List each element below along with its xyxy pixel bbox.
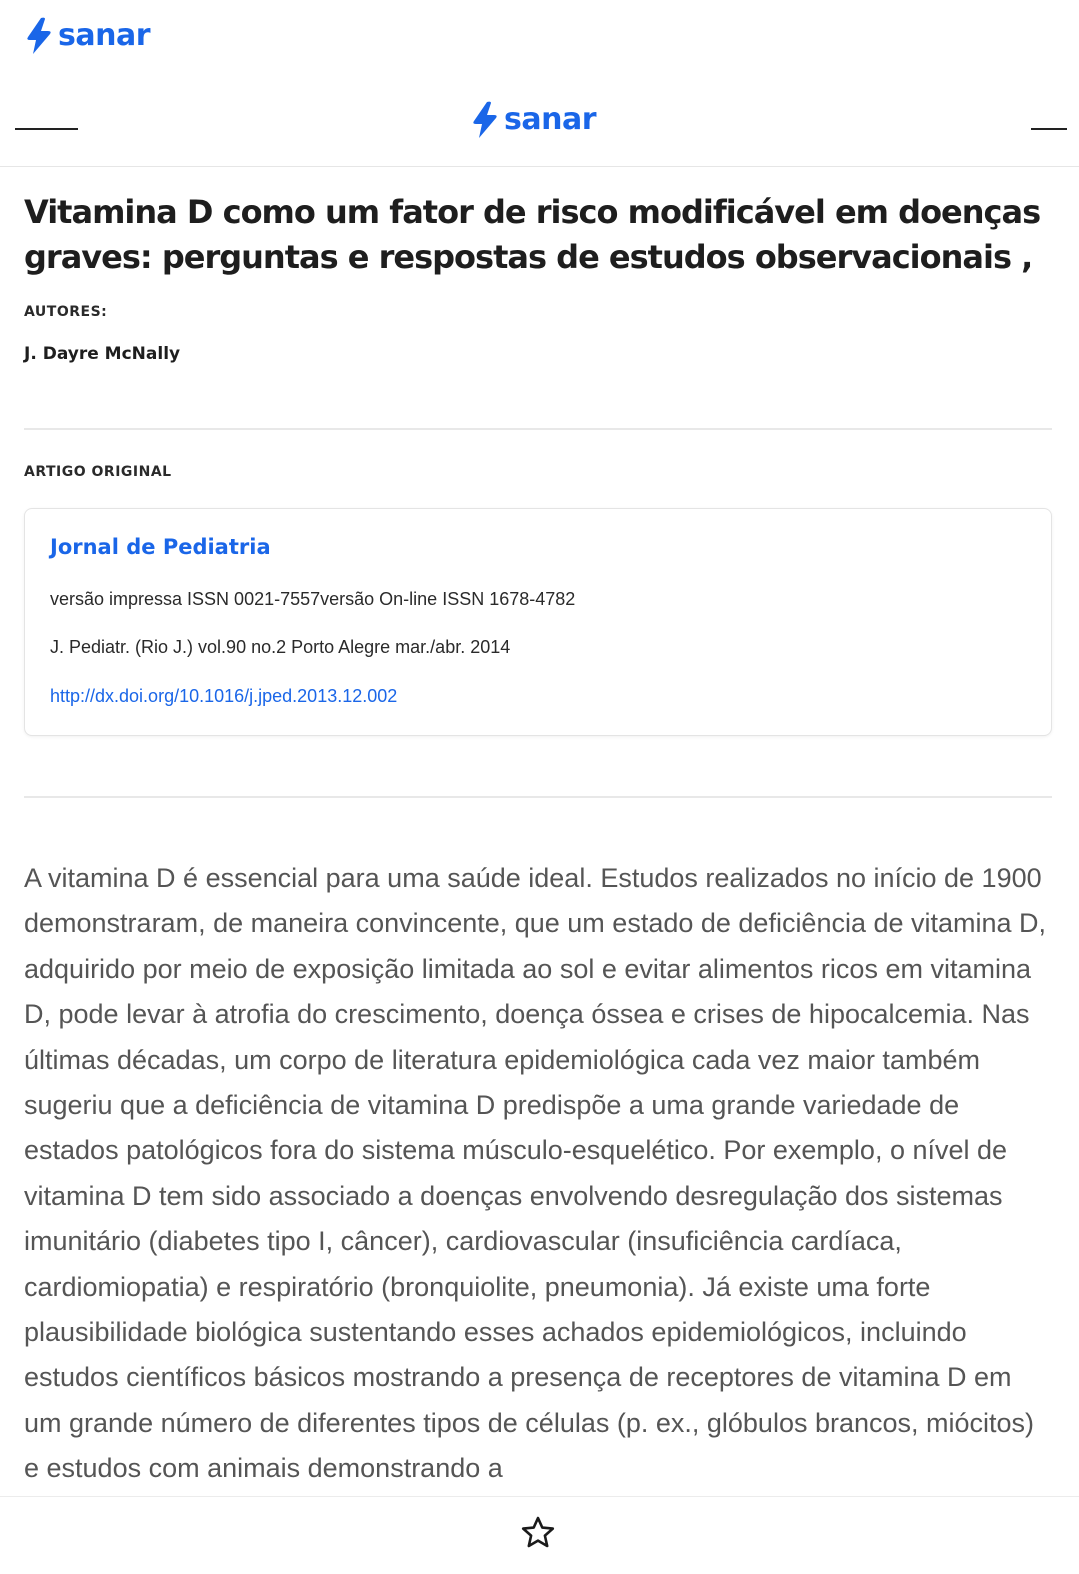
article-content [24,190,1052,1484]
sanar-bolt-icon [24,17,54,55]
doi-link[interactable]: http://dx.doi.org/10.1016/j.jped.2013.12.002 [50,686,398,706]
brand-name: sanar [504,102,596,137]
options-icon[interactable] [1031,128,1067,130]
star-icon[interactable] [520,1515,556,1551]
original-article-label: ARTIGO ORIGINAL [24,464,172,480]
menu-icon[interactable] [15,128,78,130]
header-logo[interactable] [470,100,596,140]
divider [24,796,1052,798]
journal-issn: versão impressa ISSN 0021-7557versão On-line ISSN 1678-4782 [50,589,576,609]
top-logo[interactable] [24,16,150,56]
article-body: A vitamina D é essencial para uma saúde ideal. Estudos realizados no início de 1900 demonstraram, de maneira convincente, que um estado de deficiência de vitamina D, adquirido por meio de exposição limitada ao sol e evitar alimentos ricos em vitamina D, pode levar à atrofia do crescimento, doença óssea e crises de hipocalcemia. Nas últimas décadas, um corpo de literatura epidemiológica cada vez maior também sugeriu que a deficiência de vitamina D predispõe a uma grande variedade de estados patológicos fora do sistema músculo-esquelético. Por exemplo, o nível de vitamina D tem sido associado a doenças envolvendo desregulação dos sistemas imunitário (diabetes tipo I, câncer), cardiovascular (insuficiência cardíaca, cardiomiopatia) e respiratório (bronquiolite, pneumonia). Já existe uma forte plausibilidade biológica sustentando esses achados epidemiológicos, incluindo estudos científicos básicos mostrando a presença de receptores de vitamina D em um grande número de diferentes tipos de células (p. ex., glóbulos brancos, miócitos) e estudos com animais demonstrando a [24,863,1047,1484]
authors-label: AUTORES: [24,304,108,320]
article-title: Vitamina D como um fator de risco modificável em doenças graves: perguntas e respostas de estudos observacionais , [24,193,1041,276]
brand-name: sanar [58,18,150,53]
journal-card [24,508,1052,736]
divider [24,428,1052,430]
author-name: J. Dayre McNally [24,344,181,364]
header [0,76,1079,167]
journal-volume: J. Pediatr. (Rio J.) vol.90 no.2 Porto Alegre mar./abr. 2014 [50,637,511,657]
bottom-bar [0,1496,1079,1574]
sanar-bolt-icon [470,101,500,139]
journal-name[interactable]: Jornal de Pediatria [50,535,271,559]
